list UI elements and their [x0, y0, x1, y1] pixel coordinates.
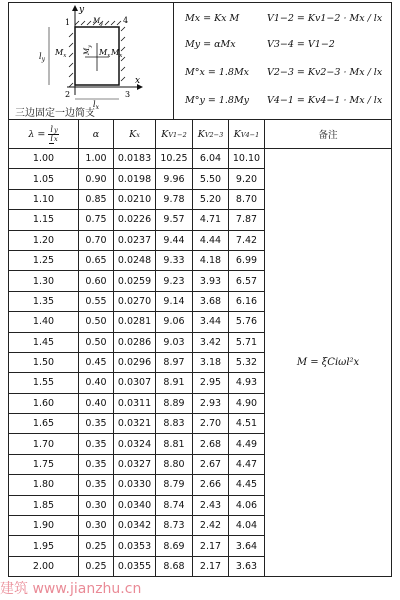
- lambda-cell: 1.55: [9, 373, 79, 393]
- formula-v34: V3−4 = V1−2: [267, 39, 335, 50]
- lambda-cell: 1.20: [9, 230, 79, 250]
- table-body: [9, 149, 392, 577]
- lambda-cell: 1.65: [9, 414, 79, 434]
- kx-cell: 0.0321: [114, 414, 156, 434]
- y-axis-label: y: [79, 5, 85, 15]
- alpha-cell: 0.30: [79, 516, 114, 536]
- kv41-cell: 5.32: [229, 352, 265, 372]
- kv23-header: KV2−3: [193, 120, 229, 149]
- lambda-cell: 1.75: [9, 454, 79, 474]
- formula-my: My = αMx: [185, 39, 236, 50]
- lambda-header: λ = $\frac{ly}{lx}$: [9, 120, 79, 149]
- my0-label: $M_y$: [93, 17, 103, 27]
- kv41-cell: 4.93: [229, 373, 265, 393]
- kv12-cell: 8.97: [156, 352, 193, 372]
- kx-cell: 0.0259: [114, 271, 156, 291]
- lambda-cell: 1.35: [9, 291, 79, 311]
- alpha-cell: 0.40: [79, 393, 114, 413]
- kx-cell: 0.0198: [114, 169, 156, 189]
- kv12-cell: 9.44: [156, 230, 193, 250]
- kv41-cell: 10.10: [229, 149, 265, 169]
- lambda-cell: 2.00: [9, 556, 79, 576]
- kv23-cell: 2.93: [193, 393, 229, 413]
- kv41-cell: 6.99: [229, 250, 265, 270]
- alpha-cell: 1.00: [79, 149, 114, 169]
- lambda-cell: 1.80: [9, 475, 79, 495]
- kv12-cell: 8.91: [156, 373, 193, 393]
- lambda-cell: 1.85: [9, 495, 79, 515]
- kv23-cell: 2.66: [193, 475, 229, 495]
- mx-label: $M_x$: [99, 48, 111, 59]
- kv12-cell: 8.68: [156, 556, 193, 576]
- alpha-cell: 0.30: [79, 495, 114, 515]
- kv41-cell: 3.64: [229, 536, 265, 556]
- alpha-cell: 0.35: [79, 434, 114, 454]
- alpha-cell: 0.35: [79, 475, 114, 495]
- kx-cell: 0.0311: [114, 393, 156, 413]
- table-header-row: [9, 120, 392, 149]
- alpha-cell: 0.50: [79, 332, 114, 352]
- note-header: 备注: [265, 120, 392, 149]
- kv23-cell: 2.43: [193, 495, 229, 515]
- alpha-cell: 0.40: [79, 373, 114, 393]
- kv41-cell: 4.06: [229, 495, 265, 515]
- kv23-cell: 5.20: [193, 189, 229, 209]
- kx-cell: 0.0237: [114, 230, 156, 250]
- formula-v23: V2−3 = Kv2−3 · Mx / lx: [267, 67, 383, 78]
- lambda-cell: 1.45: [9, 332, 79, 352]
- lambda-cell: 1.15: [9, 210, 79, 230]
- alpha-cell: 0.90: [79, 169, 114, 189]
- kv41-cell: 4.90: [229, 393, 265, 413]
- formula-block: [179, 3, 393, 119]
- coefficient-table: [8, 119, 392, 577]
- kv23-cell: 4.71: [193, 210, 229, 230]
- kv41-cell: 5.76: [229, 312, 265, 332]
- kv12-cell: 9.78: [156, 189, 193, 209]
- note-cell: M = ξCiωl²x: [265, 149, 392, 577]
- my-label: $M_y$: [83, 45, 93, 55]
- kv41-cell: 3.63: [229, 556, 265, 576]
- kv12-cell: 8.79: [156, 475, 193, 495]
- lambda-cell: 1.40: [9, 312, 79, 332]
- kx-header: Kx: [114, 120, 156, 149]
- kv41-cell: 5.71: [229, 332, 265, 352]
- kv41-cell: 4.51: [229, 414, 265, 434]
- alpha-cell: 0.85: [79, 189, 114, 209]
- kv41-cell: 7.87: [229, 210, 265, 230]
- kx-cell: 0.0270: [114, 291, 156, 311]
- kx-cell: 0.0307: [114, 373, 156, 393]
- kv23-cell: 6.04: [193, 149, 229, 169]
- kv23-cell: 4.44: [193, 230, 229, 250]
- node-4-label: 4: [123, 16, 129, 25]
- kv23-cell: 2.70: [193, 414, 229, 434]
- ly-label: $l_y$: [39, 52, 45, 63]
- kv12-cell: 8.89: [156, 393, 193, 413]
- kx-cell: 0.0281: [114, 312, 156, 332]
- lambda-cell: 1.50: [9, 352, 79, 372]
- kx-cell: 0.0183: [114, 149, 156, 169]
- formula-v12: V1−2 = Kv1−2 · Mx / lx: [267, 13, 383, 24]
- kx-cell: 0.0248: [114, 250, 156, 270]
- alpha-cell: 0.35: [79, 454, 114, 474]
- kv12-cell: 8.83: [156, 414, 193, 434]
- formula-v41: V4−1 = Kv4−1 · Mx / lx: [267, 95, 383, 106]
- kv41-cell: 6.16: [229, 291, 265, 311]
- plate-diagram: [9, 3, 174, 119]
- lambda-cell: 1.25: [9, 250, 79, 270]
- table-page: [8, 2, 392, 577]
- kv12-cell: 8.81: [156, 434, 193, 454]
- kv12-header: KV1−2: [156, 120, 193, 149]
- kv12-cell: 9.96: [156, 169, 193, 189]
- kv23-cell: 2.67: [193, 454, 229, 474]
- kv41-cell: 6.57: [229, 271, 265, 291]
- kx-cell: 0.0324: [114, 434, 156, 454]
- alpha-cell: 0.25: [79, 556, 114, 576]
- kx-cell: 0.0296: [114, 352, 156, 372]
- alpha-cell: 0.55: [79, 291, 114, 311]
- alpha-cell: 0.45: [79, 352, 114, 372]
- lambda-cell: 1.95: [9, 536, 79, 556]
- kv23-cell: 4.18: [193, 250, 229, 270]
- plate-schematic: [9, 3, 173, 111]
- kv23-cell: 3.18: [193, 352, 229, 372]
- kx-cell: 0.0226: [114, 210, 156, 230]
- y-axis-arrow: [72, 5, 78, 11]
- kv23-cell: 2.68: [193, 434, 229, 454]
- kx-cell: 0.0342: [114, 516, 156, 536]
- kv23-cell: 5.50: [193, 169, 229, 189]
- lambda-cell: 1.00: [9, 149, 79, 169]
- lambda-cell: 1.30: [9, 271, 79, 291]
- x-axis-label: x: [135, 76, 141, 86]
- alpha-cell: 0.75: [79, 210, 114, 230]
- alpha-cell: 0.25: [79, 536, 114, 556]
- formula-my0: M°y = 1.8My: [185, 95, 250, 106]
- lambda-cell: 1.60: [9, 393, 79, 413]
- lambda-cell: 1.10: [9, 189, 79, 209]
- kv23-cell: 3.93: [193, 271, 229, 291]
- mx0-left-label: $M_x$: [55, 48, 67, 59]
- node-1-label: 1: [65, 18, 71, 27]
- alpha-header: α: [79, 120, 114, 149]
- kv12-cell: 9.33: [156, 250, 193, 270]
- kv12-cell: 8.80: [156, 454, 193, 474]
- formula-mx0: M°x = 1.8Mx: [185, 67, 250, 78]
- header-panel: [8, 2, 392, 119]
- alpha-cell: 0.65: [79, 250, 114, 270]
- lx-label: $l_x$: [93, 100, 99, 111]
- kv41-header: KV4−1: [229, 120, 265, 149]
- watermark: 建筑 www.jianzhu.cn: [0, 581, 142, 597]
- kv12-cell: 9.03: [156, 332, 193, 352]
- kv41-cell: 4.47: [229, 454, 265, 474]
- node-3-label: 3: [125, 90, 131, 99]
- kv12-cell: 9.06: [156, 312, 193, 332]
- support-caption: 三边固定一边简支: [15, 108, 95, 119]
- kv12-cell: 8.74: [156, 495, 193, 515]
- kv12-cell: 9.23: [156, 271, 193, 291]
- mx0-right-label: $M_x$: [111, 48, 123, 59]
- kx-cell: 0.0340: [114, 495, 156, 515]
- kx-cell: 0.0286: [114, 332, 156, 352]
- kv23-cell: 3.68: [193, 291, 229, 311]
- formula-mx: Mx = Kx M: [185, 13, 240, 24]
- kx-cell: 0.0353: [114, 536, 156, 556]
- kv12-cell: 10.25: [156, 149, 193, 169]
- node-2-label: 2: [65, 90, 71, 99]
- kv23-cell: 2.95: [193, 373, 229, 393]
- kv12-cell: 9.57: [156, 210, 193, 230]
- alpha-cell: 0.60: [79, 271, 114, 291]
- kv41-cell: 9.20: [229, 169, 265, 189]
- kv12-cell: 8.69: [156, 536, 193, 556]
- kv41-cell: 4.45: [229, 475, 265, 495]
- alpha-cell: 0.35: [79, 414, 114, 434]
- kv41-cell: 8.70: [229, 189, 265, 209]
- kv12-cell: 8.73: [156, 516, 193, 536]
- alpha-cell: 0.50: [79, 312, 114, 332]
- kv41-cell: 4.49: [229, 434, 265, 454]
- kx-cell: 0.0355: [114, 556, 156, 576]
- lambda-cell: 1.70: [9, 434, 79, 454]
- table-row: [9, 149, 392, 169]
- kv41-cell: 4.04: [229, 516, 265, 536]
- kv23-cell: 2.17: [193, 536, 229, 556]
- kx-cell: 0.0327: [114, 454, 156, 474]
- lambda-cell: 1.90: [9, 516, 79, 536]
- kv41-cell: 7.42: [229, 230, 265, 250]
- kv23-cell: 2.17: [193, 556, 229, 576]
- kv23-cell: 2.42: [193, 516, 229, 536]
- kx-cell: 0.0330: [114, 475, 156, 495]
- kv23-cell: 3.44: [193, 312, 229, 332]
- kv12-cell: 9.14: [156, 291, 193, 311]
- kv23-cell: 3.42: [193, 332, 229, 352]
- kx-cell: 0.0210: [114, 189, 156, 209]
- lambda-cell: 1.05: [9, 169, 79, 189]
- alpha-cell: 0.70: [79, 230, 114, 250]
